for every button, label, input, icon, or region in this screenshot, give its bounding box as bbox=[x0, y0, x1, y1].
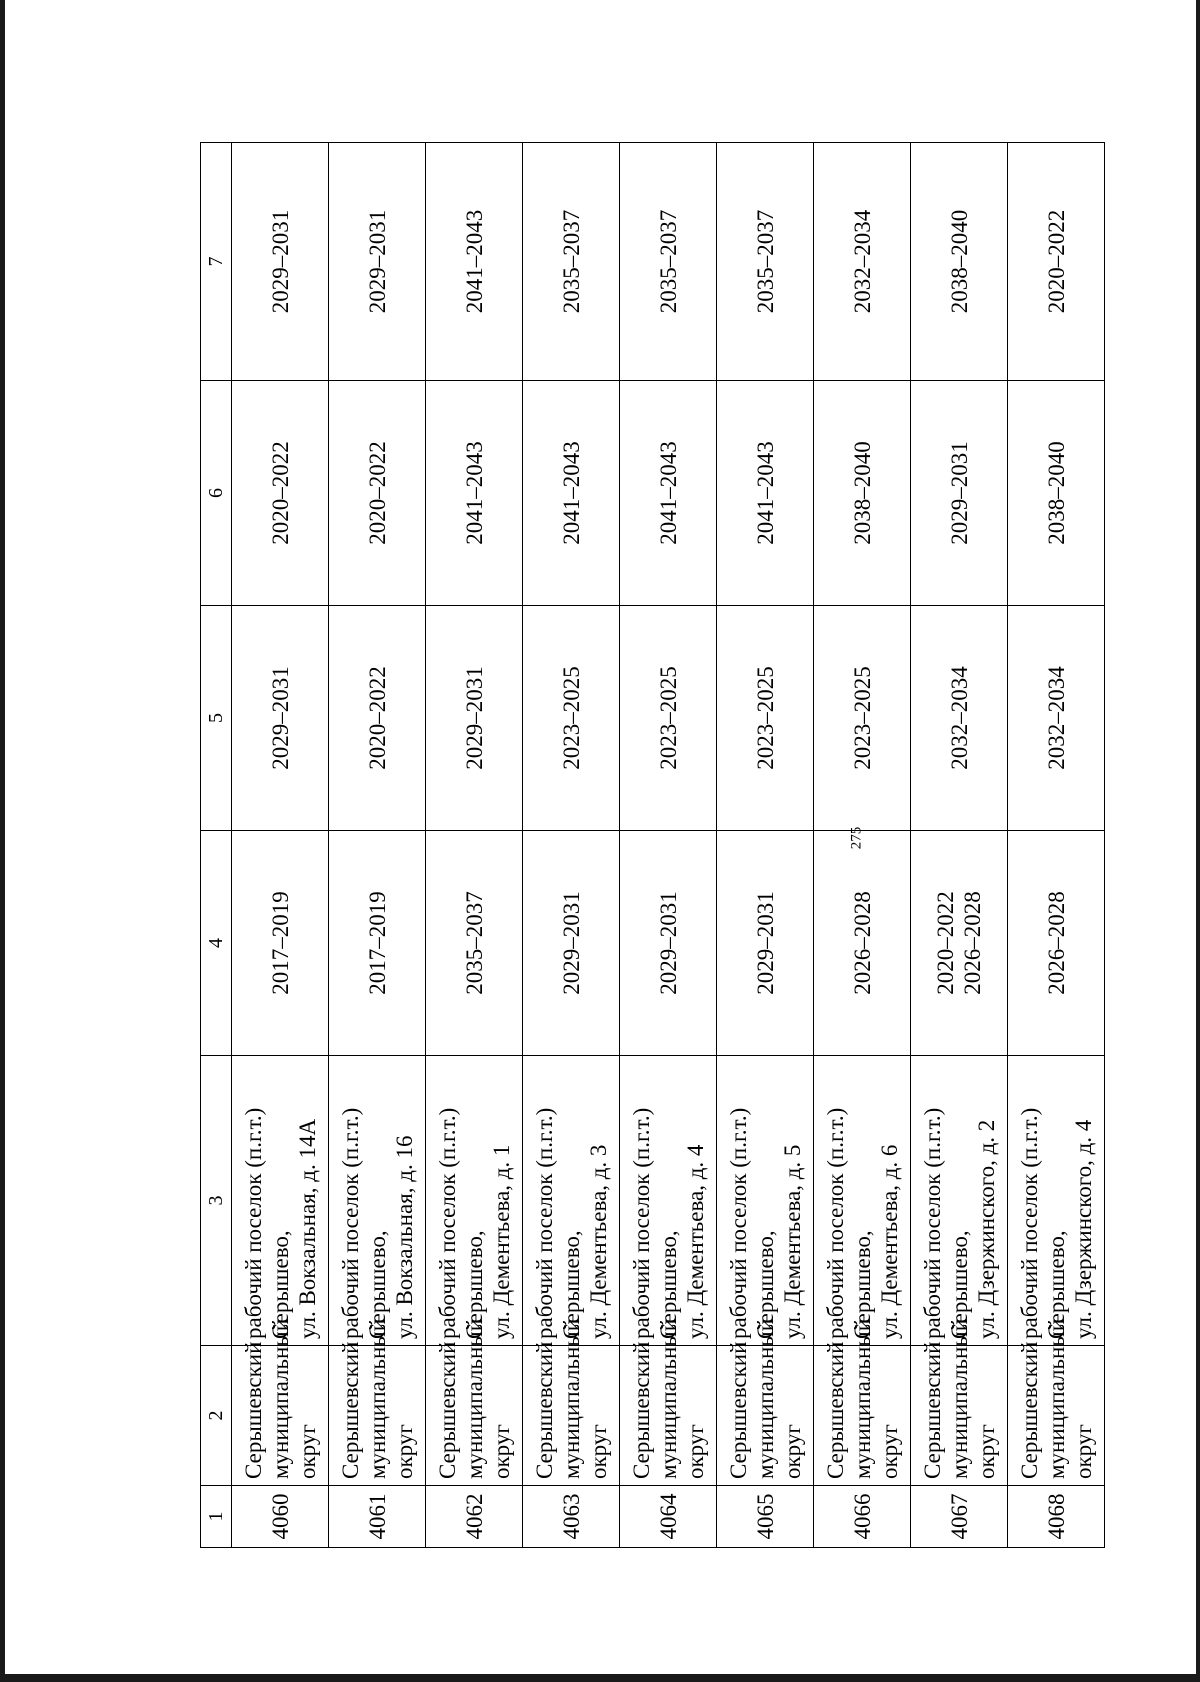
row-number: 4063 bbox=[558, 1493, 584, 1540]
period-value: 2029–2031 bbox=[655, 891, 681, 995]
period-value: 2035–2037 bbox=[752, 209, 778, 314]
period-value: 2023–2025 bbox=[558, 666, 584, 770]
address-line: рабочий поселок (п.г.т.) bbox=[531, 1107, 557, 1339]
period-value: 2029–2031 bbox=[558, 891, 584, 995]
table-row bbox=[814, 143, 911, 1548]
period-cell-col4 bbox=[329, 831, 426, 1056]
period-cell-col7 bbox=[620, 143, 717, 381]
address-line: Серышево, bbox=[364, 1230, 390, 1339]
address-line: Серышево, bbox=[752, 1230, 778, 1339]
period-cell-col5 bbox=[620, 606, 717, 831]
header-col-7: 7 bbox=[201, 143, 232, 381]
row-number-cell bbox=[717, 1486, 814, 1548]
period-value: 2023–2025 bbox=[752, 666, 778, 770]
period-value: 2029–2031 bbox=[946, 441, 972, 545]
district-line: округ bbox=[585, 1424, 611, 1479]
district-line: муниципальный bbox=[267, 1318, 293, 1479]
period-cell-col4 bbox=[814, 831, 911, 1056]
address-line: ул. Дзержинского, д. 2 bbox=[973, 1119, 999, 1339]
header-col-6: 6 bbox=[201, 381, 232, 606]
district-line: округ bbox=[488, 1424, 514, 1479]
row-number: 4061 bbox=[364, 1493, 390, 1540]
period-cell-col4 bbox=[1008, 831, 1105, 1056]
header-col-5: 5 bbox=[201, 606, 232, 831]
district-cell bbox=[523, 1318, 620, 1486]
period-cell-col4 bbox=[232, 831, 329, 1056]
district-line: Серышевский bbox=[240, 1341, 266, 1479]
period-cell-col6 bbox=[814, 381, 911, 606]
address-line: рабочий поселок (п.г.т.) bbox=[1016, 1107, 1042, 1339]
table-row bbox=[232, 143, 329, 1548]
district-line: Серышевский bbox=[337, 1341, 363, 1479]
period-cell-col7 bbox=[329, 143, 426, 381]
address-cell bbox=[814, 1056, 911, 1346]
row-number: 4062 bbox=[461, 1493, 487, 1540]
period-cell-col5 bbox=[523, 606, 620, 831]
address-line: рабочий поселок (п.г.т.) bbox=[434, 1107, 460, 1339]
period-cell-col7 bbox=[717, 143, 814, 381]
period-value: 2020–2022 bbox=[267, 441, 293, 545]
address-cell bbox=[717, 1056, 814, 1346]
period-cell-col5 bbox=[814, 606, 911, 831]
header-col-3: 3 bbox=[201, 1056, 232, 1346]
district-line: Серышевский bbox=[919, 1341, 945, 1479]
district-line: муниципальный bbox=[849, 1318, 875, 1479]
table-header-row bbox=[201, 143, 232, 1548]
address-line: Серышево, bbox=[1043, 1230, 1069, 1339]
district-line: округ bbox=[779, 1424, 805, 1479]
district-line: округ bbox=[682, 1424, 708, 1479]
address-line: Серышево, bbox=[461, 1230, 487, 1339]
district-cell bbox=[1008, 1318, 1105, 1486]
period-cell-col5 bbox=[232, 606, 329, 831]
address-cell bbox=[426, 1056, 523, 1346]
period-value: 2038–2040 bbox=[849, 441, 875, 545]
address-line: ул. Дементьева, д. 3 bbox=[585, 1144, 611, 1339]
period-value: 2020–2022 bbox=[933, 891, 958, 995]
district-line: Серышевский bbox=[434, 1341, 460, 1479]
row-number: 4065 bbox=[752, 1493, 778, 1540]
row-number: 4060 bbox=[267, 1493, 293, 1540]
period-value: 2038–2040 bbox=[946, 209, 972, 314]
period-cell-col6 bbox=[1008, 381, 1105, 606]
address-cell bbox=[911, 1056, 1008, 1346]
period-cell-col6 bbox=[523, 381, 620, 606]
row-number: 4068 bbox=[1043, 1493, 1069, 1540]
period-cell-col6 bbox=[329, 381, 426, 606]
address-line: рабочий поселок (п.г.т.) bbox=[725, 1107, 751, 1339]
address-line: рабочий поселок (п.г.т.) bbox=[919, 1107, 945, 1339]
row-number-cell bbox=[426, 1486, 523, 1548]
address-line: ул. Вокзальная, д. 16 bbox=[391, 1135, 417, 1339]
period-value: 2029–2031 bbox=[752, 891, 778, 995]
address-line: рабочий поселок (п.г.т.) bbox=[240, 1107, 266, 1339]
district-line: Серышевский bbox=[1016, 1341, 1042, 1479]
period-value: 2041–2043 bbox=[752, 441, 778, 545]
address-line: рабочий поселок (п.г.т.) bbox=[337, 1107, 363, 1339]
district-line: округ bbox=[973, 1424, 999, 1479]
period-value: 2026–2028 bbox=[849, 891, 875, 995]
period-value: 2023–2025 bbox=[655, 666, 681, 770]
period-cell-col6 bbox=[232, 381, 329, 606]
address-line: Серышево, bbox=[267, 1230, 293, 1339]
period-cell-col5 bbox=[426, 606, 523, 831]
district-cell bbox=[426, 1318, 523, 1486]
period-cell-col4 bbox=[620, 831, 717, 1056]
row-number-cell bbox=[911, 1486, 1008, 1548]
scan-edge-left bbox=[0, 0, 5, 1682]
period-value: 2032–2034 bbox=[849, 209, 875, 314]
page-number: 275 bbox=[848, 826, 865, 850]
period-cell-col7 bbox=[1008, 143, 1105, 381]
row-number: 4067 bbox=[946, 1493, 972, 1540]
address-line: ул. Вокзальная, д. 14А bbox=[294, 1118, 320, 1339]
period-value: 2029–2031 bbox=[461, 666, 487, 770]
row-number-cell bbox=[329, 1486, 426, 1548]
district-line: округ bbox=[1070, 1424, 1096, 1479]
table-row bbox=[523, 143, 620, 1548]
period-value: 2017–2019 bbox=[267, 891, 293, 995]
district-cell bbox=[329, 1318, 426, 1486]
table-row bbox=[1008, 143, 1105, 1548]
district-line: округ bbox=[876, 1424, 902, 1479]
address-line: Серышево, bbox=[558, 1230, 584, 1339]
period-value: 2035–2037 bbox=[655, 209, 681, 314]
district-line: муниципальный bbox=[752, 1318, 778, 1479]
period-value: 2038–2040 bbox=[1043, 441, 1069, 545]
address-line: Серышево, bbox=[849, 1230, 875, 1339]
period-value: 2041–2043 bbox=[461, 441, 487, 545]
period-value: 2029–2031 bbox=[267, 666, 293, 770]
period-cell-col6 bbox=[911, 381, 1008, 606]
period-value: 2023–2025 bbox=[849, 666, 875, 770]
period-cell-col7 bbox=[911, 143, 1008, 381]
table-row bbox=[717, 143, 814, 1548]
period-cell-col5 bbox=[1008, 606, 1105, 831]
period-value: 2026–2028 bbox=[960, 891, 985, 995]
address-line: Серышево, bbox=[655, 1230, 681, 1339]
rotated-table-container bbox=[200, 143, 1103, 1548]
address-line: рабочий поселок (п.г.т.) bbox=[822, 1107, 848, 1339]
row-number-cell bbox=[814, 1486, 911, 1548]
row-number-cell bbox=[1008, 1486, 1105, 1548]
period-cell-col6 bbox=[426, 381, 523, 606]
period-cell-col7 bbox=[426, 143, 523, 381]
header-col-1: 1 bbox=[201, 1486, 232, 1548]
schedule-table bbox=[200, 142, 1105, 1548]
period-value: 2035–2037 bbox=[558, 209, 584, 314]
district-cell bbox=[814, 1318, 911, 1486]
period-cell-col4 bbox=[717, 831, 814, 1056]
scan-edge-bottom bbox=[0, 1674, 1200, 1682]
table-row bbox=[329, 143, 426, 1548]
address-line: ул. Дементьева, д. 5 bbox=[779, 1144, 805, 1339]
district-line: муниципальный bbox=[558, 1318, 584, 1479]
row-number: 4064 bbox=[655, 1493, 681, 1540]
period-cell-col4 bbox=[426, 831, 523, 1056]
period-value: 2032–2034 bbox=[946, 666, 972, 770]
row-number-cell bbox=[523, 1486, 620, 1548]
district-line: муниципальный bbox=[655, 1318, 681, 1479]
address-line: ул. Дементьева, д. 6 bbox=[876, 1144, 902, 1339]
table-row bbox=[620, 143, 717, 1548]
district-line: Серышевский bbox=[628, 1341, 654, 1479]
table-row bbox=[911, 143, 1008, 1548]
period-value: 2035–2037 bbox=[461, 891, 487, 995]
address-cell bbox=[620, 1056, 717, 1346]
table-body bbox=[232, 143, 1105, 1548]
table-row bbox=[426, 143, 523, 1548]
period-value: 2041–2043 bbox=[655, 441, 681, 545]
period-value: 2020–2022 bbox=[364, 666, 390, 770]
district-line: муниципальный bbox=[461, 1318, 487, 1479]
period-cell-col7 bbox=[232, 143, 329, 381]
district-line: Серышевский bbox=[725, 1341, 751, 1479]
period-value: 2017–2019 bbox=[364, 891, 390, 995]
period-cell-col5 bbox=[329, 606, 426, 831]
period-value: 2041–2043 bbox=[461, 209, 487, 314]
district-line: округ bbox=[294, 1424, 320, 1479]
address-cell bbox=[523, 1056, 620, 1346]
period-value: 2032–2034 bbox=[1043, 666, 1069, 770]
district-line: Серышевский bbox=[822, 1341, 848, 1479]
period-cell-col7 bbox=[523, 143, 620, 381]
period-value: 2020–2022 bbox=[1043, 209, 1069, 314]
district-cell bbox=[717, 1318, 814, 1486]
row-number-cell bbox=[232, 1486, 329, 1548]
district-line: округ bbox=[391, 1424, 417, 1479]
period-cell-col4 bbox=[911, 831, 1008, 1056]
address-line: ул. Дементьева, д. 4 bbox=[682, 1144, 708, 1339]
district-cell bbox=[232, 1318, 329, 1486]
period-value: 2026–2028 bbox=[1043, 891, 1069, 995]
row-number-cell bbox=[620, 1486, 717, 1548]
district-line: муниципальный bbox=[946, 1318, 972, 1479]
period-cell-col4 bbox=[523, 831, 620, 1056]
district-line: Серышевский bbox=[531, 1341, 557, 1479]
period-cell-col5 bbox=[911, 606, 1008, 831]
district-line: муниципальный bbox=[364, 1318, 390, 1479]
address-line: Серышево, bbox=[946, 1230, 972, 1339]
address-cell bbox=[329, 1056, 426, 1346]
header-col-2: 2 bbox=[201, 1346, 232, 1486]
period-value: 2020–2022 bbox=[364, 441, 390, 545]
period-value: 2041–2043 bbox=[558, 441, 584, 545]
address-cell bbox=[232, 1056, 329, 1346]
period-cell-col7 bbox=[814, 143, 911, 381]
row-number: 4066 bbox=[849, 1493, 875, 1540]
address-cell bbox=[1008, 1056, 1105, 1346]
district-line: муниципальный bbox=[1043, 1318, 1069, 1479]
scan-edge-right bbox=[1196, 0, 1200, 1682]
address-line: рабочий поселок (п.г.т.) bbox=[628, 1107, 654, 1339]
district-cell bbox=[620, 1318, 717, 1486]
period-cell-col6 bbox=[620, 381, 717, 606]
address-line: ул. Дементьева, д. 1 bbox=[488, 1144, 514, 1339]
period-cell-col5 bbox=[717, 606, 814, 831]
address-line: ул. Дзержинского, д. 4 bbox=[1070, 1119, 1096, 1339]
period-value: 2029–2031 bbox=[364, 209, 390, 314]
period-cell-col6 bbox=[717, 381, 814, 606]
header-col-4: 4 bbox=[201, 831, 232, 1056]
period-value: 2029–2031 bbox=[267, 209, 293, 314]
district-cell bbox=[911, 1318, 1008, 1486]
